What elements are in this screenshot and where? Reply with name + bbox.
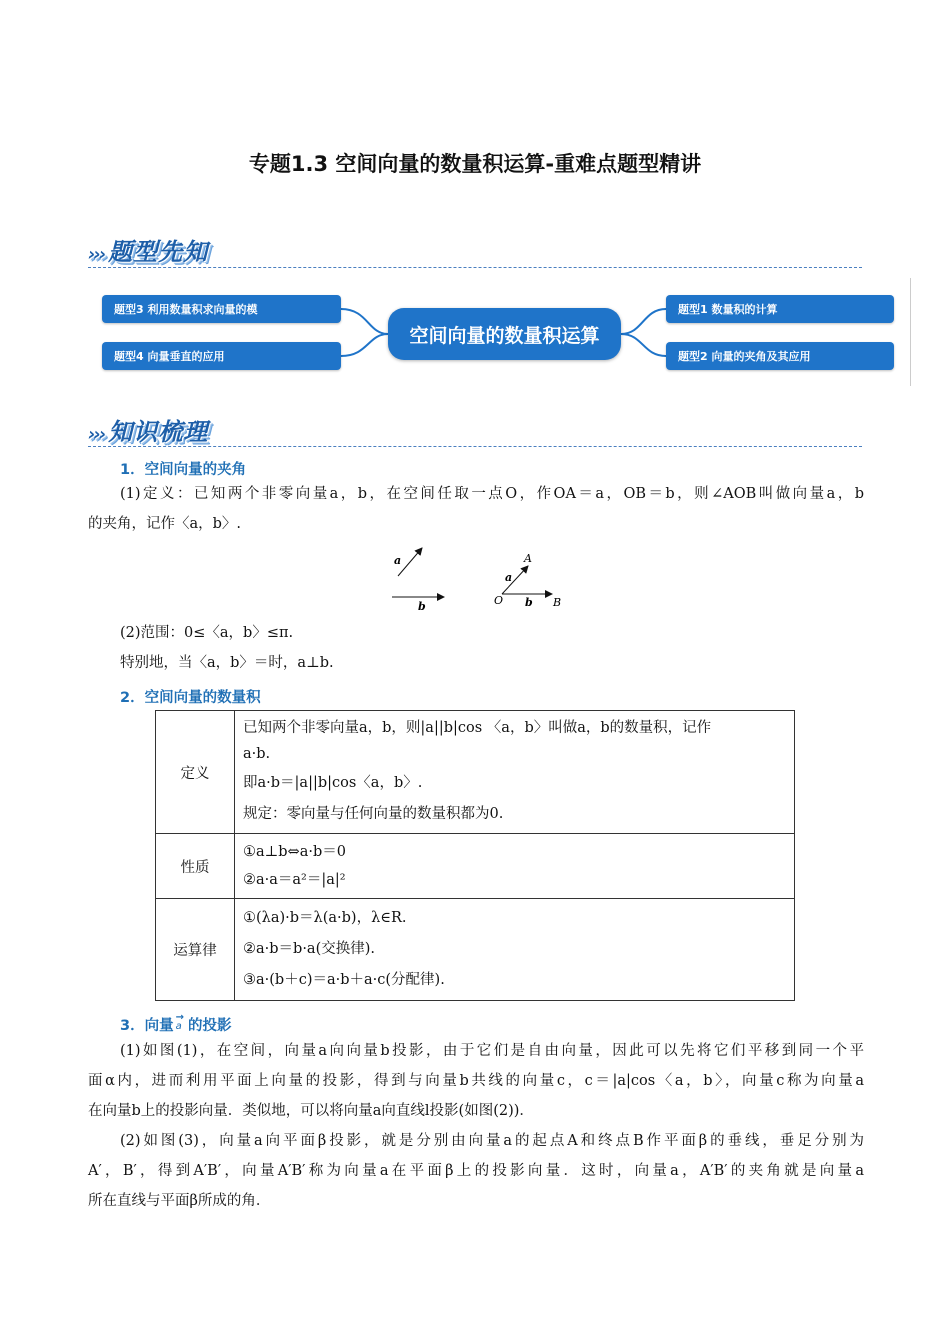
vector-a-arrow: [398, 548, 422, 576]
vector-angle-figure: [380, 540, 580, 616]
section3-line: A′，B′，得到A′B′，向量A′B′称为向量a在平面β上的投影向量．这时，向量a，A′B′的夹角就是向量a: [88, 1163, 864, 1179]
definition-line: 规定：零向量与任何向量的数量积都为0.: [243, 806, 504, 822]
section1-heading: 1．空间向量的夹角: [120, 462, 247, 478]
table-cell-properties: [235, 834, 795, 899]
table-row-laws: [156, 899, 795, 1001]
mindmap-topic-2: 题型2 向量的夹角及其应用: [666, 342, 894, 370]
definition-line: 即a·b＝|a||b|cos〈a，b〉.: [243, 775, 423, 791]
label-point-O: O: [494, 594, 504, 607]
label-point-B: B: [553, 596, 562, 609]
property-line: ①a⊥b⇔a·b＝0: [243, 844, 346, 860]
mindmap-topic-3: 题型3 利用数量积求向量的模: [102, 295, 341, 323]
mindmap-center: 空间向量的数量积运算: [388, 308, 621, 360]
label-ob-b: b: [525, 596, 533, 609]
table-row-definition: [156, 711, 795, 834]
section3-heading: [120, 1014, 231, 1035]
law-line: ②a·b＝b·a(交换律).: [243, 941, 375, 957]
section3-line: 所在直线与平面β所成的角．: [88, 1193, 271, 1209]
document-title: 专题1.3 空间向量的数量积运算-重难点题型精讲: [248, 152, 702, 176]
section1-definition-line1: (1)定义：已知两个非零向量a，b，在空间任取一点O，作OA＝a，OB＝b，则∠AOB叫做向量a，b: [120, 486, 864, 502]
banner-arrows-icon: ›››: [88, 424, 105, 445]
section1-special: 特别地，当〈a，b〉＝时，a⊥b.: [120, 655, 334, 671]
mindmap-topic-4: 题型4 向量垂直的应用: [102, 342, 341, 370]
table-cell-laws: [235, 899, 795, 1001]
mindmap-topic-1: 题型1 数量积的计算: [666, 295, 894, 323]
section3-line: (2)如图(3)，向量a向平面β投影，就是分别由向量a的起点A和终点B作平面β的垂线，垂足分别为: [120, 1133, 864, 1149]
banner-divider: [88, 446, 862, 447]
banner-knowledge-label: 知识梳理: [108, 418, 209, 446]
vector-a-letter: a: [175, 1021, 182, 1032]
section3-line: (1)如图(1)，在空间，向量a向向量b投影，由于它们是自由向量，因此可以先将它们平移到同一个平: [120, 1043, 864, 1059]
table-row-properties: [156, 834, 795, 899]
table-label-properties: 性质: [156, 834, 235, 899]
law-line: ①(λa)·b＝λ(a·b)，λ∈R.: [243, 910, 407, 926]
law-line: ③a·(b＋c)＝a·b＋a·c(分配律).: [243, 972, 445, 988]
mindmap: [88, 276, 908, 384]
definition-line: a·b.: [243, 746, 271, 762]
section1-definition-line2: 的夹角，记作〈a，b〉.: [88, 516, 242, 532]
label-a: a: [394, 554, 402, 567]
section3-heading-prefix: 3．向量: [120, 1018, 174, 1034]
banner-arrows-icon: ›››: [88, 244, 105, 265]
dot-product-table: [155, 710, 795, 1001]
table-cell-definition: [235, 711, 795, 834]
vector-a-symbol: → a: [175, 1012, 184, 1032]
section2-heading: 2．空间向量的数量积: [120, 690, 261, 706]
banner-preview: [88, 232, 208, 267]
banner-divider: [88, 267, 862, 268]
section3-line: 面α内，进而利用平面上向量的投影，得到与向量b共线的向量c，c＝|a|cos〈a，b〉，向量c称为向量a: [88, 1073, 864, 1089]
property-line: ②a·a＝a²＝|a|²: [243, 872, 346, 888]
table-label-definition: 定义: [156, 711, 235, 834]
label-oa-a: a: [505, 571, 513, 584]
banner-knowledge: [88, 412, 208, 447]
banner-preview-label: 题型先知: [108, 238, 209, 266]
table-label-laws: 运算律: [156, 899, 235, 1001]
definition-line: 已知两个非零向量a，b，则|a||b|cos 〈a，b〉叫做a，b的数量积，记作: [243, 720, 712, 736]
label-point-A: A: [524, 552, 532, 565]
section3-heading-suffix: 的投影: [187, 1018, 232, 1034]
mindmap-edge: [910, 278, 911, 386]
section3-line: 在向量b上的投影向量．类似地，可以将向量a向直线l投影(如图(2))．: [88, 1103, 534, 1119]
label-b: b: [418, 600, 426, 613]
section1-range: (2)范围：0≤〈a，b〉≤π.: [120, 625, 294, 641]
